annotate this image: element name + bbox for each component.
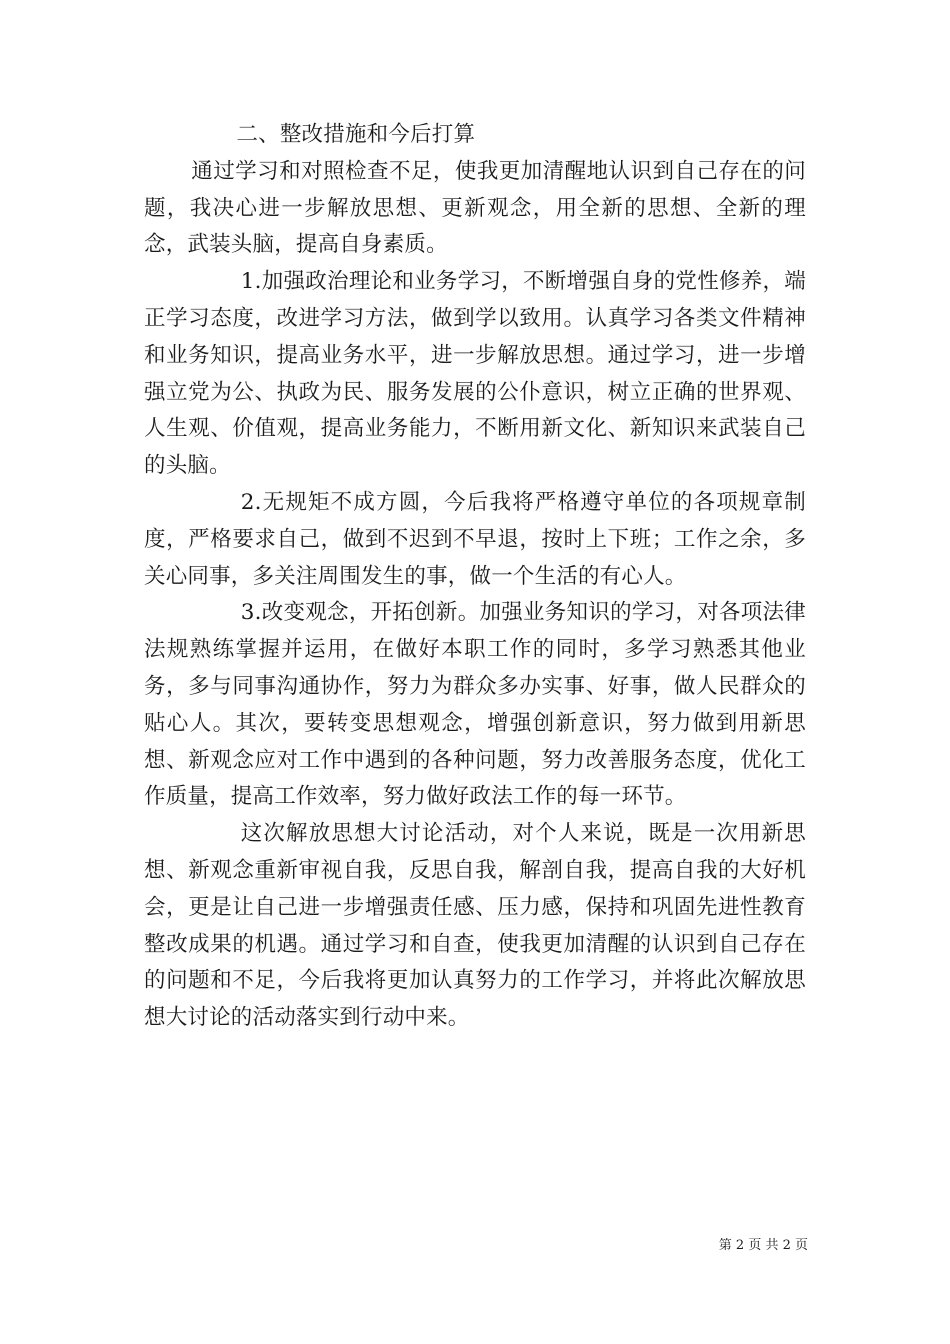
paragraph-intro: 通过学习和对照检查不足，使我更加清醒地认识到自己存在的问题，我决心进一步解放思想、更新观念，用全新的思想、全新的理念，武装头脑，提高自身素质。 — [144, 158, 806, 258]
page-number-footer: 第 2 页 共 2 页 — [718, 1238, 808, 1253]
paragraph-item-2: 2.无规矩不成方圆，今后我将严格遵守单位的各项规章制度，严格要求自己，做到不迟到不早退，按时上下班；工作之余，多关心同事，多关注周围发生的事，做一个生活的有心人。 — [144, 489, 806, 589]
section-heading: 二、整改措施和今后打算 — [236, 122, 476, 147]
document-body — [144, 117, 806, 1037]
paragraph-closing: 这次解放思想大讨论活动，对个人来说，既是一次用新思想、新观念重新审视自我，反思自我，解剖自我，提高自我的大好机会，更是让自己进一步增强责任感、压力感，保持和巩固先进性教育整改成果的机遇。通过学习和自查，使我更加清醒的认识到自己存在的问题和不足，今后我将更加认真努力的工作学习，并将此次解放思想大讨论的活动落实到行动中来。 — [144, 821, 806, 1031]
paragraph-item-1: 1.加强政治理论和业务学习，不断增强自身的党性修养，端正学习态度，改进学习方法，做到学以致用。认真学习各类文件精神和业务知识，提高业务水平，进一步解放思想。通过学习，进一步增强立党为公、执政为民、服务发展的公仆意识，树立正确的世界观、人生观、价值观，提高业务能力，不断用新文化、新知识来武装自己的头脑。 — [144, 269, 806, 479]
paragraph-item-3: 3.改变观念，开拓创新。加强业务知识的学习，对各项法律法规熟练掌握并运用，在做好本职工作的同时，多学习熟悉其他业务，多与同事沟通协作，努力为群众多办实事、好事，做人民群众的贴心人。其次，要转变思想观念，增强创新意识，努力做到用新思想、新观念应对工作中遇到的各种问题，努力改善服务态度，优化工作质量，提高工作效率，努力做好政法工作的每一环节。 — [144, 600, 806, 810]
